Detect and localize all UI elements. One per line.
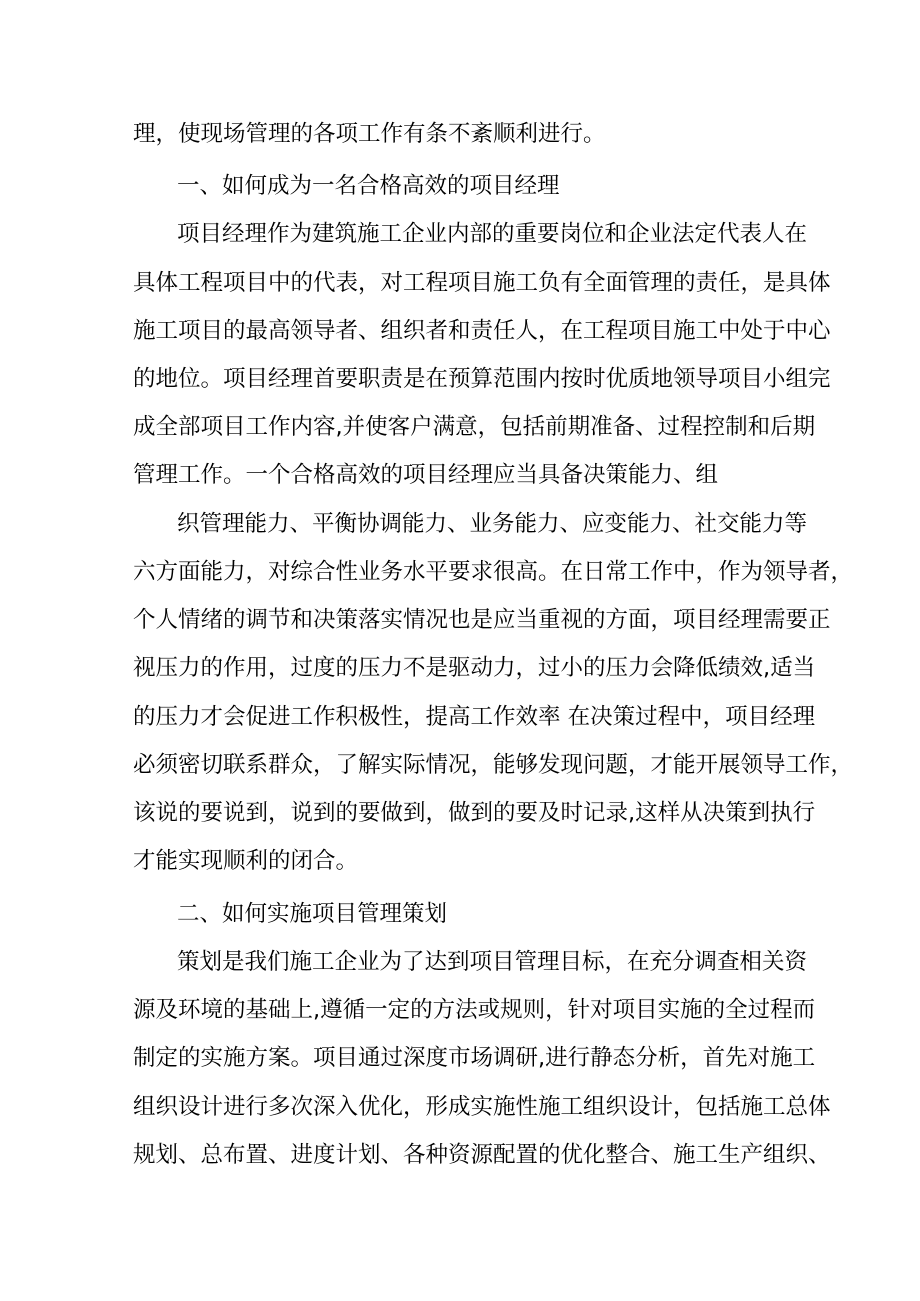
paragraph-line: 视压力的作用，过度的压力不是驱动力，过小的压力会降低绩效,适当 xyxy=(133,655,816,681)
paragraph-line: 规划、总布置、进度计划、各种资源配置的优化整合、施工生产组织、 xyxy=(133,1142,831,1168)
paragraph-line: 项目经理作为建筑施工企业内部的重要岗位和企业法定代表人在 xyxy=(177,221,808,247)
paragraph-line: 该说的要说到，说到的要做到，做到的要及时记录,这样从决策到执行 xyxy=(133,800,816,826)
paragraph-line: 个人情绪的调节和决策落实情况也是应当重视的方面，项目经理需要正 xyxy=(133,607,831,633)
paragraph-line: 六方面能力，对综合性业务水平要求很高。在日常工作中，作为领导者， xyxy=(133,559,854,585)
section-heading: 二、如何实施项目管理策划 xyxy=(177,901,448,927)
paragraph-line: 理，使现场管理的各项工作有条不紊顺利进行。 xyxy=(133,121,606,147)
paragraph-line: 织管理能力、平衡协调能力、业务能力、应变能力、社交能力等 xyxy=(177,511,808,537)
paragraph-line: 才能实现顺利的闭合。 xyxy=(133,848,359,874)
paragraph-line: 源及环境的基础上,遵循一定的方法或规则，针对项目实施的全过程而 xyxy=(133,997,816,1023)
paragraph-line: 必须密切联系群众，了解实际情况，能够发现问题，才能开展领导工作， xyxy=(133,752,854,778)
paragraph-line: 成全部项目工作内容,并使客户满意，包括前期准备、过程控制和后期 xyxy=(133,414,816,440)
paragraph-line: 策划是我们施工企业为了达到项目管理目标，在充分调查相关资 xyxy=(177,949,808,975)
paragraph-line: 施工项目的最高领导者、组织者和责任人，在工程项目施工中处于中心 xyxy=(133,318,831,344)
paragraph-line: 组织设计进行多次深入优化，形成实施性施工组织设计，包括施工总体 xyxy=(133,1094,831,1120)
paragraph-line: 管理工作。一个合格高效的项目经理应当具备决策能力、组 xyxy=(133,462,719,488)
section-heading: 一、如何成为一名合格高效的项目经理 xyxy=(177,173,560,199)
paragraph-line: 制定的实施方案。项目通过深度市场调研,进行静态分析，首先对施工 xyxy=(133,1045,816,1071)
paragraph-line: 的压力才会促进工作积极性，提高工作效率 在决策过程中，项目经理 xyxy=(133,704,816,730)
paragraph-line: 的地位。项目经理首要职责是在预算范围内按时优质地领导项目小组完 xyxy=(133,366,831,392)
paragraph-line: 具体工程项目中的代表，对工程项目施工负有全面管理的责任，是具体 xyxy=(133,270,831,296)
